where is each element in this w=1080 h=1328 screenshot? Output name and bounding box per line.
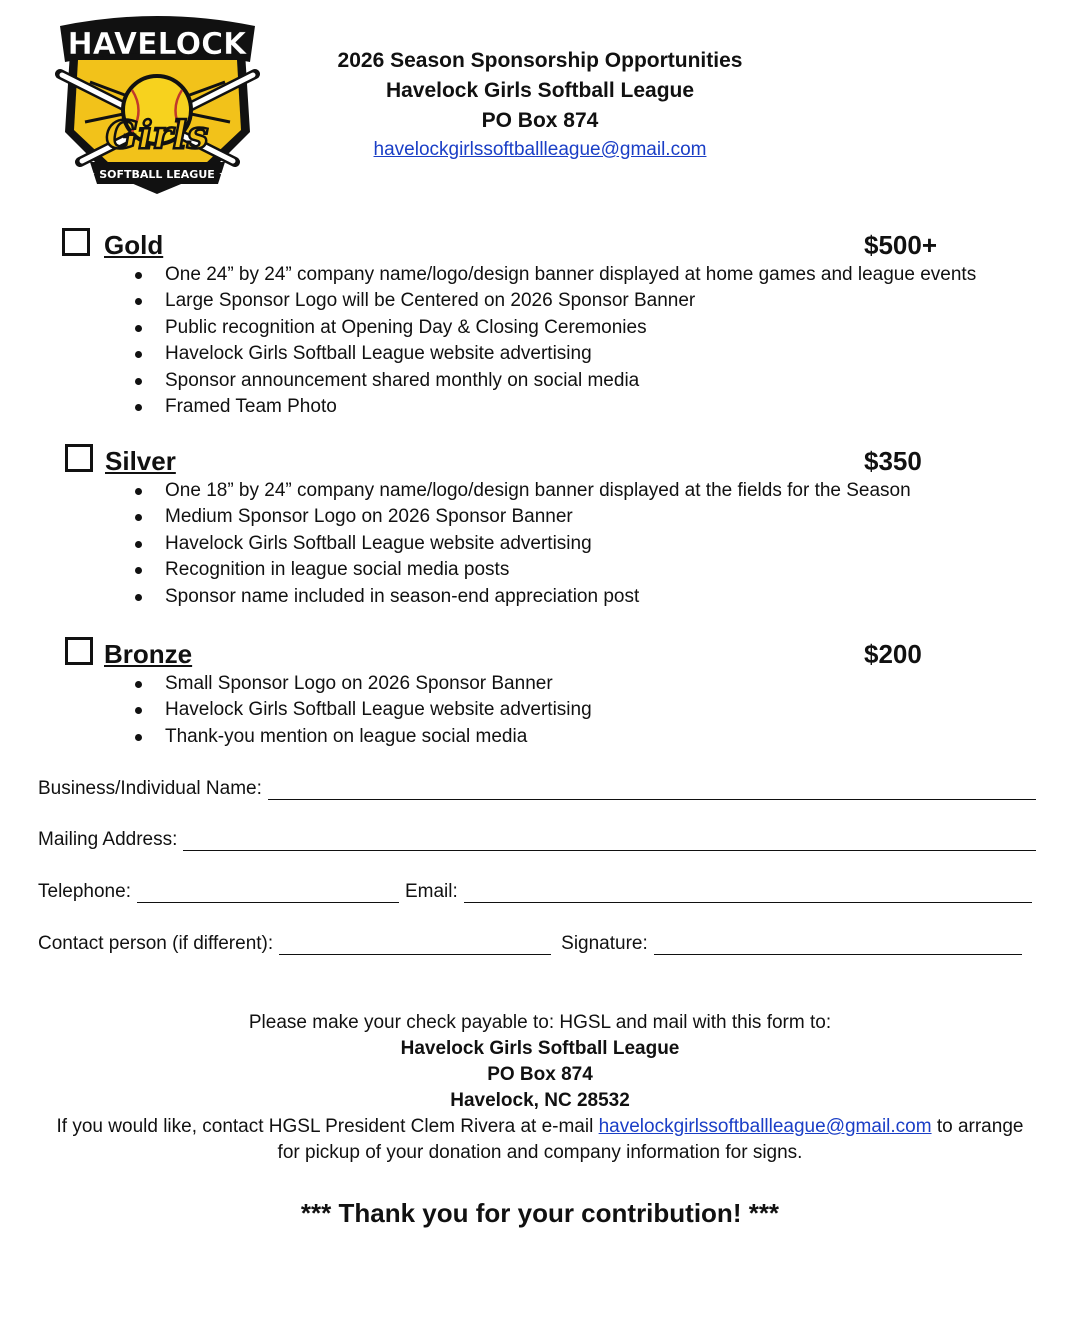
list-item: Sponsor name included in season-end appreciation post [134, 584, 1080, 610]
page-header [290, 46, 790, 164]
contact-person-field[interactable] [279, 933, 551, 955]
bronze-benefits-list [134, 671, 1080, 750]
tier-bronze-price: $200 [864, 639, 922, 669]
bronze-checkbox[interactable] [65, 637, 93, 665]
contact-signature-row [38, 933, 1022, 955]
tier-silver [0, 444, 1080, 610]
mailing-address-label: Mailing Address: [38, 829, 178, 850]
contact-text: If you would like, contact HGSL President Clem Rivera at e-mail [56, 1116, 599, 1137]
mailing-address-row [38, 829, 1036, 851]
list-item: One 18” by 24” company name/logo/design banner displayed at the fields for the Season [134, 478, 1080, 504]
mailing-instructions [0, 1010, 1080, 1166]
tier-silver-price: $350 [864, 446, 922, 476]
list-item: Havelock Girls Softball League website advertising [134, 697, 1080, 723]
list-item: Recognition in league social media posts [134, 557, 1080, 583]
mailing-address-field[interactable] [183, 829, 1036, 851]
telephone-field[interactable] [137, 881, 399, 903]
header-email-link[interactable]: havelockgirlssoftballleague@gmail.com [373, 139, 707, 160]
list-item: Public recognition at Opening Day & Closing Ceremonies [134, 315, 1080, 341]
contact-person-label: Contact person (if different): [38, 933, 274, 954]
footer-email-link[interactable]: havelockgirlssoftballleague@gmail.com [598, 1116, 932, 1137]
signature-label: Signature: [561, 933, 648, 954]
logo-middle-word: Girls [105, 112, 209, 157]
po-box: PO Box 874 [481, 109, 599, 132]
footer-league-name: Havelock Girls Softball League [400, 1038, 680, 1059]
league-name: Havelock Girls Softball League [385, 79, 695, 102]
gold-benefits-list [134, 262, 1080, 420]
page-title: 2026 Season Sponsorship Opportunities [337, 49, 743, 72]
list-item: Medium Sponsor Logo on 2026 Sponsor Banner [134, 504, 1080, 530]
tier-gold-price: $500+ [864, 230, 938, 260]
contact-text-after: to arrange [931, 1116, 1024, 1137]
list-item: Havelock Girls Softball League website advertising [134, 531, 1080, 557]
list-item: Framed Team Photo [134, 394, 1080, 420]
list-item: Thank-you mention on league social media [134, 724, 1080, 750]
tier-bronze [0, 637, 1080, 750]
softball-logo-icon [50, 12, 265, 202]
check-payable-line: Please make your check payable to: HGSL and mail with this form to: [248, 1012, 832, 1033]
telephone-label: Telephone: [38, 881, 131, 902]
thank-you-message: *** Thank you for your contribution! *** [300, 1198, 780, 1228]
list-item: Small Sponsor Logo on 2026 Sponsor Banner [134, 671, 1080, 697]
business-name-row [38, 778, 1036, 800]
gold-checkbox[interactable] [62, 228, 90, 256]
business-name-field[interactable] [268, 778, 1036, 800]
list-item: Sponsor announcement shared monthly on social media [134, 368, 1080, 394]
logo-bottom-word: ★ SOFTBALL LEAGUE ★ [85, 168, 229, 181]
silver-benefits-list [134, 478, 1080, 610]
list-item: Havelock Girls Softball League website advertising [134, 341, 1080, 367]
league-logo [50, 12, 265, 202]
business-name-label: Business/Individual Name: [38, 778, 262, 799]
footer-city: Havelock, NC 28532 [450, 1090, 630, 1111]
tier-gold [0, 228, 1080, 420]
email-label: Email: [404, 881, 458, 902]
silver-checkbox[interactable] [65, 444, 93, 472]
logo-top-word: HAVELOCK [67, 27, 247, 62]
tier-gold-name: Gold [104, 230, 164, 260]
list-item: One 24” by 24” company name/logo/design banner displayed at home games and league events [134, 262, 1080, 288]
contact-line [0, 1114, 1080, 1140]
telephone-email-row [38, 881, 1032, 903]
tier-silver-name: Silver [105, 446, 176, 476]
contact-line-2: for pickup of your donation and company information for signs. [277, 1142, 803, 1163]
list-item: Large Sponsor Logo will be Centered on 2026 Sponsor Banner [134, 288, 1080, 314]
footer-po-box: PO Box 874 [487, 1064, 593, 1085]
tier-bronze-name: Bronze [104, 639, 193, 669]
signature-field[interactable] [654, 933, 1022, 955]
email-field[interactable] [464, 881, 1032, 903]
